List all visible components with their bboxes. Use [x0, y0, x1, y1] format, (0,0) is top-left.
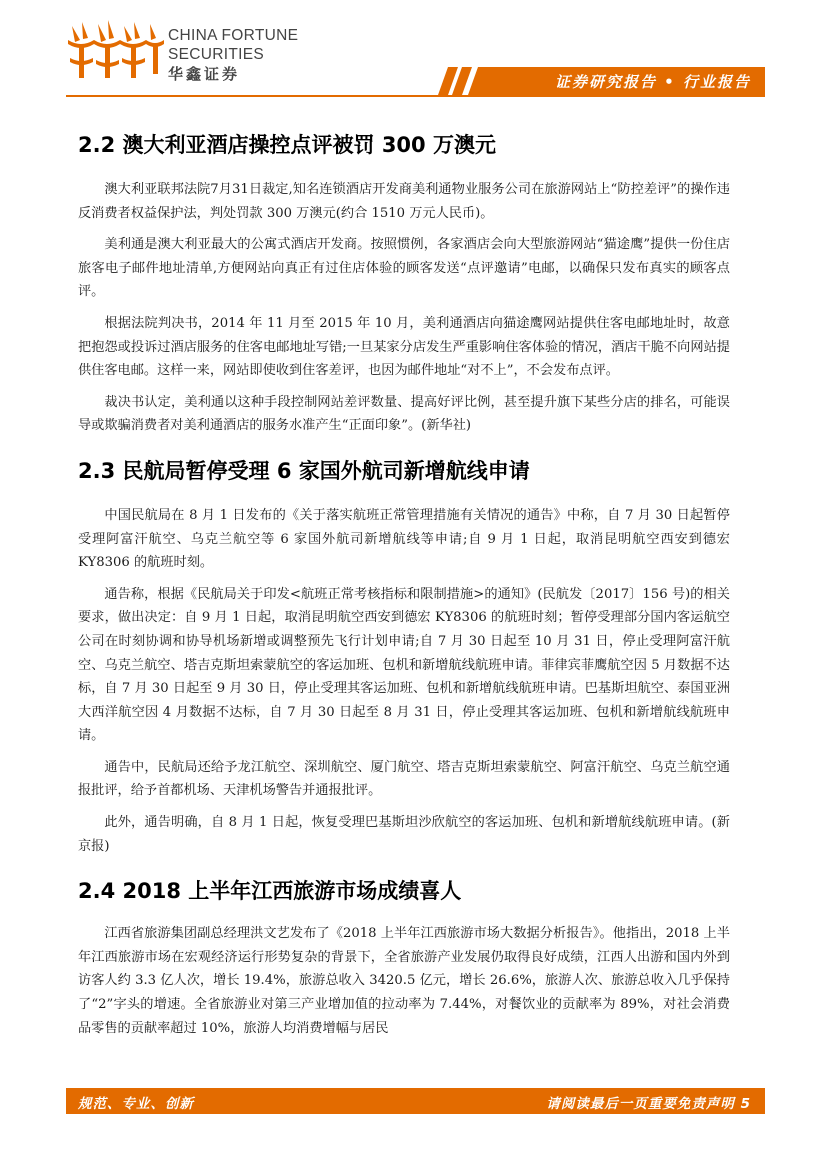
section-heading-2-3: 2.3 民航局暂停受理 6 家国外航司新增航线申请	[78, 458, 530, 483]
report-type-banner	[438, 67, 765, 95]
paragraph: 裁决书认定，美利通以这种手段控制网站差评数量、提高好评比例，甚至提升旗下某些分店的排名，可能误导或欺骗消费者对美利通酒店的服务水准产生“正面印象”。(新华社)	[78, 394, 730, 434]
paragraph: 江西省旅游集团副总经理洪文艺发布了《2018 上半年江西旅游市场大数据分析报告》。他指出，2018 上半年江西旅游市场在宏观经济运行形势复杂的背景下，全省旅游产业发展仍取得良好成绩，江西人出游和国内外到访客人约 3.3 亿人次，增长 19.4%，旅游总收入 3420.5 亿元，增长 26.6%，旅游人次、旅游总收入几乎保持了“2”字头的增速。全省旅游业对第三产业增加值的拉动率为 7.44%，对餐饮业的贡献率为 89%，对社会消费品零售的贡献率超过 10%，旅游人均消费增幅与居民	[78, 926, 730, 1036]
header-divider	[66, 95, 765, 97]
page-content	[78, 130, 730, 1040]
report-type-label: 证券研究报告 • 行业报告	[554, 73, 751, 91]
section-heading-2-2: 2.2 澳大利亚酒店操控点评被罚 300 万澳元	[78, 133, 496, 157]
brand-name-en-line2: SECURITIES	[168, 46, 265, 63]
company-logo	[66, 18, 166, 82]
brand-block	[168, 26, 298, 84]
footer-slogan: 规范、专业、创新	[78, 1096, 194, 1112]
footer-disclaimer: 请阅读最后一页重要免责声明 5	[546, 1096, 751, 1112]
paragraph: 通告称，根据《民航局关于印发<航班正常考核指标和限制措施>的通知》(民航发〔2017〕156 号)的相关要求，做出决定：自 9 月 1 日起，取消昆明航空西安到德宏 KY8306 的航班时刻；暂停受理部分国内客运航空公司在时刻协调和协导机场新增或调整预先飞行计划申请;自 7 月 30 日起至 10 月 31 日，停止受理阿富汗航空、乌克兰航空、塔吉克斯坦索蒙航空的客运加班、包机和新增航线航班申请。菲律宾菲鹰航空因 5 月数据不达标，自 7 月 30 日起至 9 月 30 日，停止受理其客运加班、包机和新增航线航班申请。巴基斯坦航空、泰国亚洲大西洋航空因 4 月数据不达标，自 7 月 30 日起至 8 月 31 日，停止受理其客运加班、包机和新增航线航班申请。	[78, 586, 730, 744]
paragraph: 此外，通告明确，自 8 月 1 日起，恢复受理巴基斯坦沙欣航空的客运加班、包机和新增航线航班申请。(新京报)	[78, 815, 730, 854]
paragraph: 美利通是澳大利亚最大的公寓式酒店开发商。按照惯例，各家酒店会向大型旅游网站“猫途鹰”提供一份住店旅客电子邮件地址清单,方便网站向真正有过住店体验的顾客发送“点评邀请”电邮，以确保只发布真实的顾客点评。	[78, 237, 730, 300]
paragraph: 根据法院判决书，2014 年 11 月至 2015 年 10 月，美利通酒店向猫途鹰网站提供住客电邮地址时，故意把抱怨或投诉过酒店服务的住客电邮地址写错;一旦某家分店发生严重影响住客体验的情况，酒店干脆不向网站提供住客电邮。这样一来，网站即使收到住客差评，也因为邮件地址“对不上”，不会发布点评。	[78, 315, 730, 379]
paragraph: 中国民航局在 8 月 1 日发布的《关于落实航班正常管理措施有关情况的通告》中称，自 7 月 30 日起暂停受理阿富汗航空、乌克兰航空等 6 家国外航司新增航线等申请;自 9 月 1 日起，取消昆明航空西安到德宏 KY8306 的航班时刻。	[78, 507, 730, 571]
brand-name-en-line1: CHINA FORTUNE	[168, 27, 299, 44]
brand-name-cn: 华鑫证券	[168, 65, 241, 83]
footer-bar	[66, 1088, 765, 1114]
section-heading-2-4: 2.4 2018 上半年江西旅游市场成绩喜人	[78, 879, 462, 904]
paragraph: 通告中，民航局还给予龙江航空、深圳航空、厦门航空、塔吉克斯坦索蒙航空、阿富汗航空、乌克兰航空通报批评，给予首都机场、天津机场警告并通报批评。	[78, 759, 730, 799]
paragraph: 澳大利亚联邦法院7月31日裁定,知名连锁酒店开发商美利通物业服务公司在旅游网站上“防控差评”的操作违反消费者权益保护法，判处罚款 300 万澳元(约合 1510 万元人民币)。	[78, 182, 730, 221]
